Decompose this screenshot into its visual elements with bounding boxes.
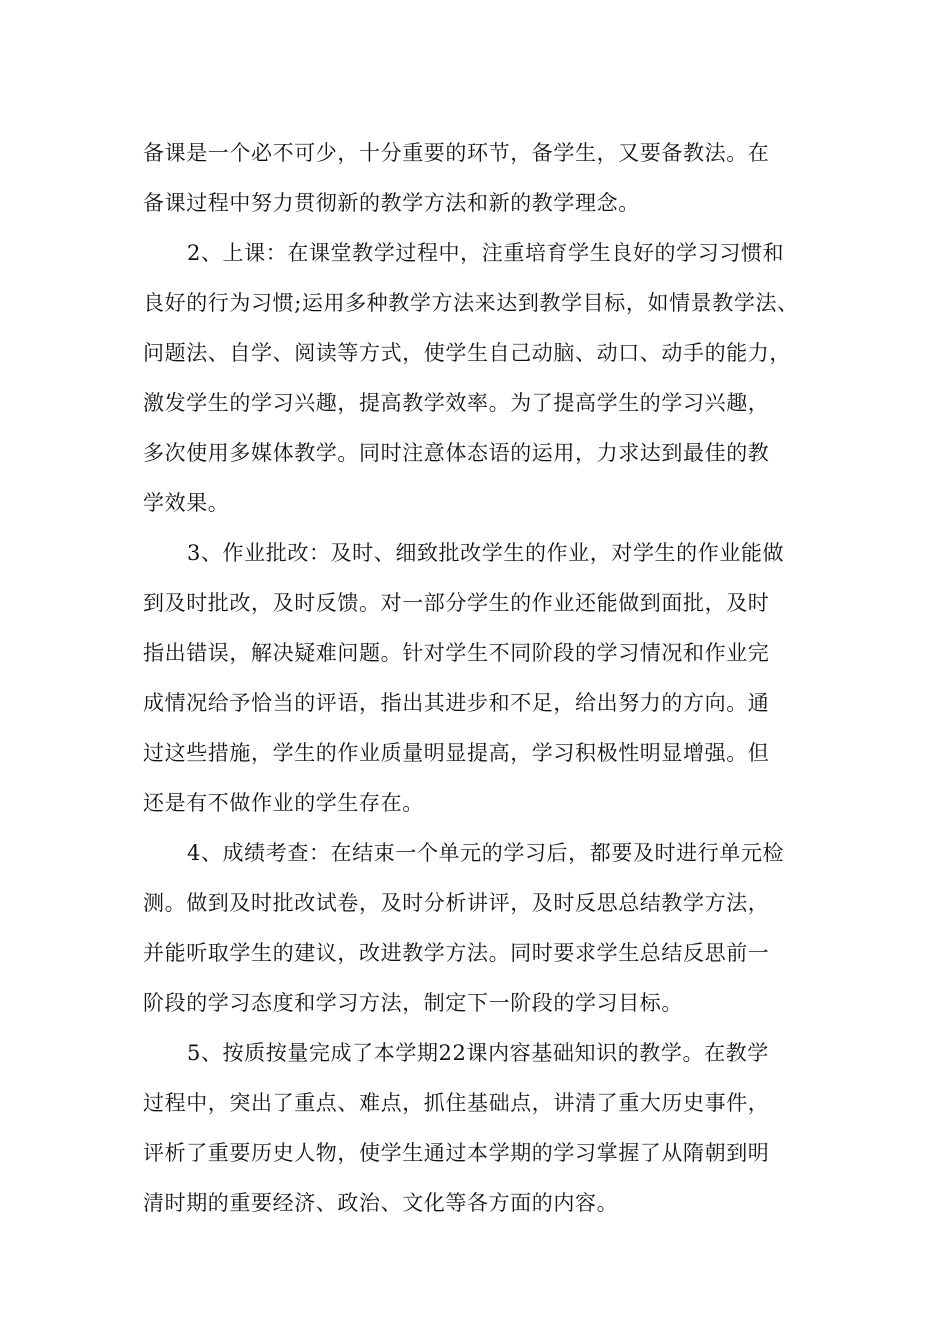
paragraph-assessment xyxy=(143,828,843,1028)
text-line: 过程中，突出了重点、难点，抓住基础点，讲清了重大历史事件， xyxy=(143,1091,770,1115)
text-line: 3、作业批改：及时、细致批改学生的作业，对学生的作业能做 xyxy=(187,541,785,565)
text-line: 阶段的学习态度和学习方法，制定下一阶段的学习目标。 xyxy=(143,991,683,1015)
text-line: 5、按质按量完成了本学期22课内容基础知识的教学。在教学 xyxy=(187,1041,769,1065)
text-line: 备课是一个必不可少，十分重要的环节，备学生，又要备教法。在 xyxy=(143,141,770,165)
text-line: 激发学生的学习兴趣，提高教学效率。为了提高学生的学习兴趣， xyxy=(143,391,770,415)
text-line: 成情况给予恰当的评语，指出其进步和不足，给出努力的方向。通 xyxy=(143,691,770,715)
text-line: 到及时批改，及时反馈。对一部分学生的作业还能做到面批，及时 xyxy=(143,591,770,615)
text-line: 良好的行为习惯;运用多种教学方法来达到教学目标，如情景教学法、 xyxy=(143,291,799,315)
text-line: 并能听取学生的建议，改进教学方法。同时要求学生总结反思前一 xyxy=(143,941,770,965)
paragraph-homework xyxy=(143,528,843,828)
text-line: 指出错误，解决疑难问题。针对学生不同阶段的学习情况和作业完 xyxy=(143,641,770,665)
text-line: 还是有不做作业的学生存在。 xyxy=(143,791,424,815)
text-line: 2、上课：在课堂教学过程中，注重培育学生良好的学习习惯和 xyxy=(187,241,785,265)
document-body xyxy=(143,128,843,1228)
text-line: 学效果。 xyxy=(143,491,230,515)
paragraph-class xyxy=(143,228,843,528)
paragraph-completion xyxy=(143,1028,843,1228)
text-line: 清时期的重要经济、政治、文化等各方面的内容。 xyxy=(143,1191,619,1215)
text-line: 问题法、自学、阅读等方式，使学生自己动脑、动口、动手的能力， xyxy=(143,341,791,365)
text-line: 备课过程中努力贯彻新的教学方法和新的教学理念。 xyxy=(143,191,640,215)
text-line: 测。做到及时批改试卷，及时分析讲评，及时反思总结教学方法， xyxy=(143,891,770,915)
text-line: 4、成绩考查：在结束一个单元的学习后，都要及时进行单元检 xyxy=(187,841,785,865)
text-line: 评析了重要历史人物，使学生通过本学期的学习掌握了从隋朝到明 xyxy=(143,1141,770,1165)
text-line: 过这些措施，学生的作业质量明显提高，学习积极性明显增强。但 xyxy=(143,741,770,765)
paragraph-preparation xyxy=(143,128,843,228)
text-line: 多次使用多媒体教学。同时注意体态语的运用，力求达到最佳的教 xyxy=(143,441,770,465)
